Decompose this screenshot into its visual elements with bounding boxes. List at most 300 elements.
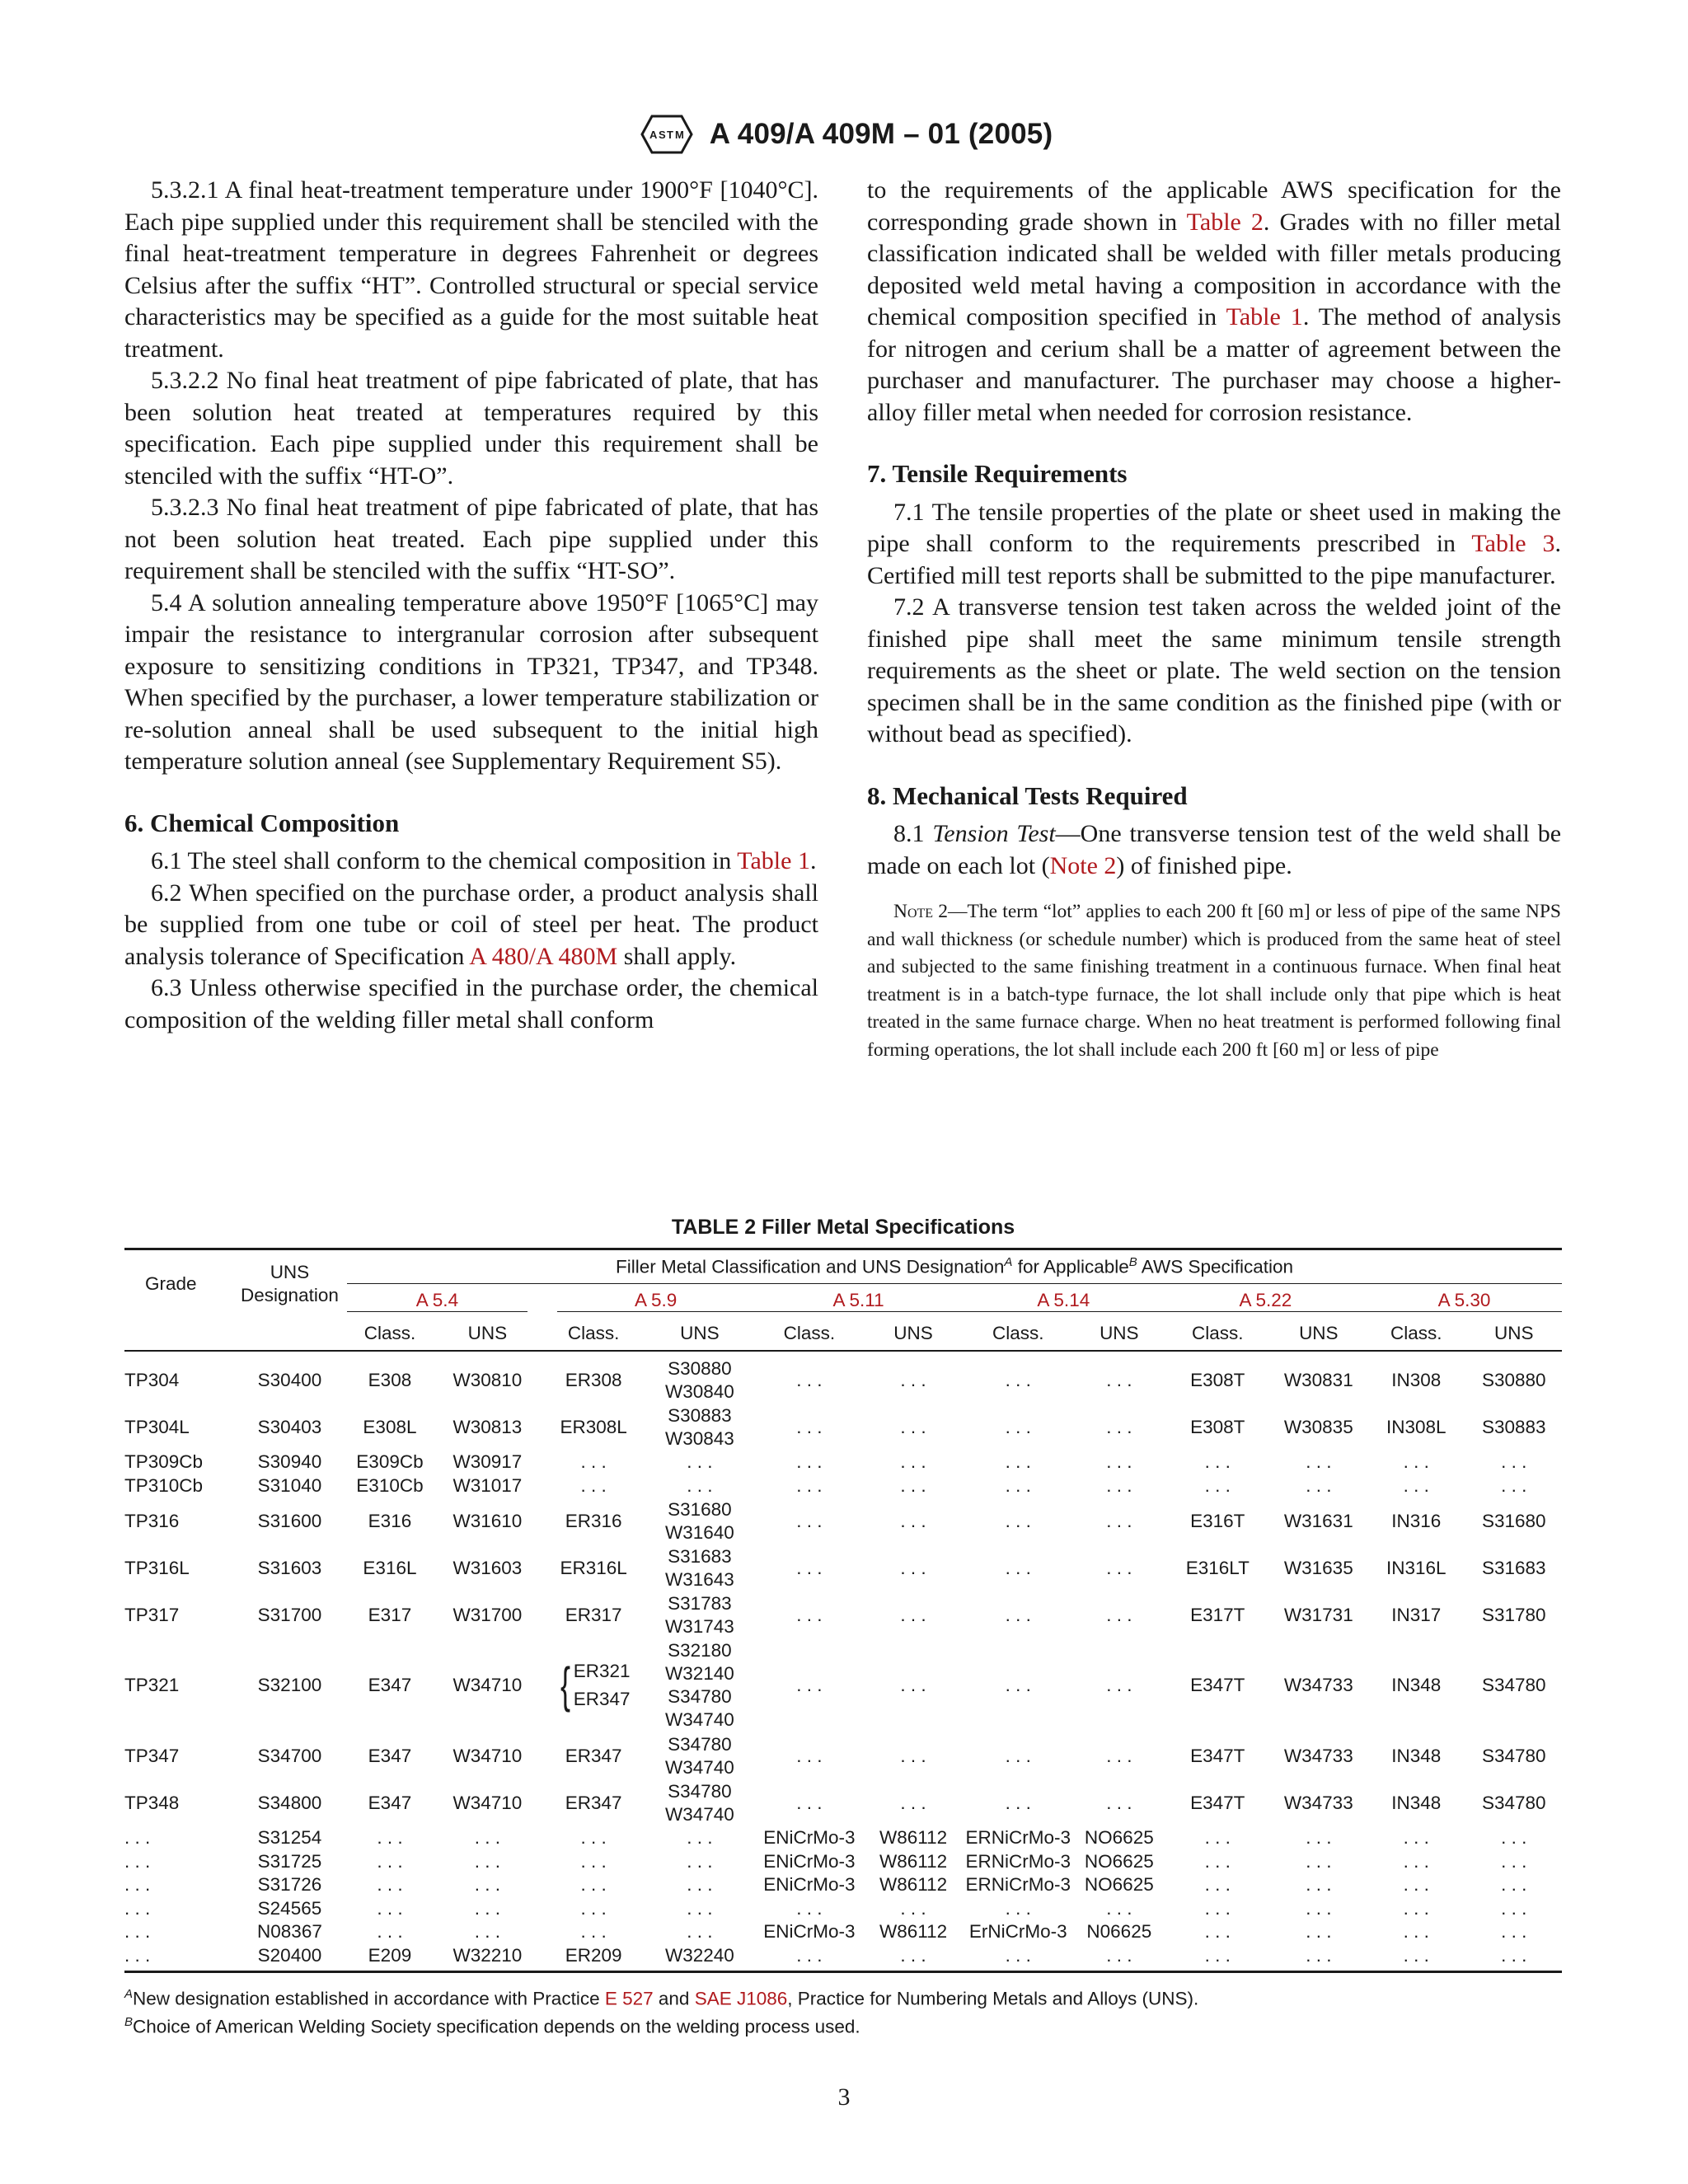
table-row bbox=[124, 1638, 1562, 1732]
sub-class: Class. bbox=[363, 1323, 416, 1343]
paragraph-6-3-continued: to the requirements of the applicable AWS specification for the corresponding grade shown in Table 2. Grades with no filler metal classification indicated shall be welded with filler metals producing deposited weld metal having a composition in accordance with the chemical composition specified in Table 1. The method of analysis for nitrogen and cerium shall be a matter of agreement between the purchaser and manufacturer. The purchaser may choose a higher-alloy filler metal when needed for corrosion resistance. bbox=[867, 176, 1561, 426]
paragraph-7-1: 7.1 The tensile properties of the plate or sheet used in making the pipe shall conform to the requirements prescribed in Table 3. Certified mill test reports shall be submitted to the pipe manufacturer. bbox=[867, 498, 1561, 589]
header-uns-designation: UNS Designation bbox=[241, 1261, 339, 1305]
right-column bbox=[867, 175, 1561, 1064]
table-body bbox=[124, 1351, 1562, 1972]
cell-grade: . . . bbox=[124, 1827, 151, 1849]
cell-a511-uns: . . . bbox=[900, 1604, 926, 1625]
cell-a522-uns: W30831 bbox=[1283, 1369, 1353, 1390]
svg-text:S: S bbox=[658, 129, 666, 141]
cell-uns: S34800 bbox=[257, 1792, 322, 1813]
table-row bbox=[124, 1826, 1562, 1850]
table-title: TABLE 2 Filler Metal Specifications bbox=[671, 1216, 1015, 1239]
cell-a530-class: . . . bbox=[1403, 1874, 1429, 1896]
cell-a530-uns: . . . bbox=[1501, 1921, 1527, 1943]
cell-a54-uns: . . . bbox=[474, 1897, 500, 1919]
cell-a530-uns: . . . bbox=[1501, 1874, 1527, 1896]
cell-a59-class: ER308L bbox=[560, 1416, 627, 1437]
header-a-5-30: A 5.30 bbox=[1367, 1284, 1562, 1318]
sub-uns: UNS bbox=[467, 1323, 508, 1343]
cell-a514-uns: NO6625 bbox=[1084, 1827, 1154, 1849]
cell-a514-uns: . . . bbox=[1106, 1675, 1132, 1695]
cell-grade: TP309Cb bbox=[124, 1451, 204, 1473]
sub-class: Class. bbox=[783, 1323, 836, 1343]
cell-a530-uns: S31780 bbox=[1481, 1604, 1546, 1625]
cell-a530-class: . . . bbox=[1403, 1850, 1429, 1872]
cell-a59-uns: . . . bbox=[687, 1874, 713, 1896]
cell-a54-uns: W30810 bbox=[452, 1369, 523, 1390]
table-row bbox=[124, 1497, 1562, 1544]
cell-a514-class: . . . bbox=[1005, 1451, 1031, 1473]
cell-uns: N08367 bbox=[257, 1921, 322, 1943]
cell-a530-class: IN308 bbox=[1391, 1369, 1442, 1390]
cell-a522-uns: W31731 bbox=[1283, 1604, 1353, 1625]
cell-a59-class: . . . bbox=[580, 1827, 607, 1849]
cell-a522-class: . . . bbox=[1204, 1474, 1231, 1496]
paragraph-8-1: 8.1 Tension Test—One transverse tension test of the weld shall be made on each lot (Note 2) of finished pipe. bbox=[867, 820, 1562, 879]
cell-a54-uns: W34710 bbox=[452, 1745, 523, 1766]
cell-a511-uns: . . . bbox=[900, 1474, 926, 1496]
cell-a511-class: . . . bbox=[796, 1416, 823, 1437]
sub-uns: UNS bbox=[680, 1323, 720, 1343]
cell-a54-class: E317 bbox=[368, 1604, 412, 1625]
cell-a530-uns: S30883 bbox=[1481, 1416, 1546, 1437]
cell-a514-uns: . . . bbox=[1106, 1416, 1132, 1437]
cell-a59-class: ER308 bbox=[565, 1369, 622, 1390]
cell-a54-class: E309Cb bbox=[356, 1451, 424, 1473]
cell-grade: TP317 bbox=[124, 1604, 180, 1625]
cell-a514-class: . . . bbox=[1005, 1557, 1031, 1578]
cell-a54-class: . . . bbox=[377, 1827, 403, 1849]
cell-a54-uns: W34710 bbox=[452, 1675, 523, 1695]
cell-grade: . . . bbox=[124, 1921, 151, 1943]
sub-uns: UNS bbox=[1493, 1323, 1534, 1343]
cell-a59-uns: S31683 W31643 bbox=[665, 1545, 734, 1590]
cell-a511-uns: . . . bbox=[900, 1792, 926, 1813]
sub-class: Class. bbox=[1192, 1323, 1244, 1343]
cell-a522-class: E347T bbox=[1190, 1745, 1245, 1766]
cell-a514-uns: . . . bbox=[1106, 1557, 1132, 1578]
cell-uns: S31040 bbox=[257, 1474, 322, 1496]
cell-a514-uns: N06625 bbox=[1086, 1921, 1152, 1943]
cell-a54-class: . . . bbox=[377, 1850, 403, 1872]
cell-a522-class: . . . bbox=[1204, 1897, 1231, 1919]
cell-a511-uns: . . . bbox=[900, 1510, 926, 1531]
cell-a59-class: . . . bbox=[580, 1897, 607, 1919]
cell-a522-uns: . . . bbox=[1306, 1451, 1332, 1473]
cell-a59-uns: W32240 bbox=[645, 1944, 754, 1972]
cell-uns: S20400 bbox=[232, 1944, 347, 1972]
cell-a522-class: . . . bbox=[1204, 1850, 1231, 1872]
cell-a522-uns: W34733 bbox=[1283, 1745, 1353, 1766]
cell-a54-class: E347 bbox=[368, 1745, 412, 1766]
cell-a530-class: . . . bbox=[1403, 1451, 1429, 1473]
cell-a54-class: . . . bbox=[377, 1874, 403, 1896]
cell-a54-uns: W31700 bbox=[452, 1604, 523, 1625]
cell-a54-uns: W34710 bbox=[452, 1792, 523, 1813]
cell-a54-uns: . . . bbox=[474, 1921, 500, 1943]
cell-a522-class: E308T bbox=[1190, 1416, 1245, 1437]
cell-a522-uns: W34733 bbox=[1283, 1675, 1353, 1695]
cell-a530-uns: S34780 bbox=[1481, 1745, 1546, 1766]
cell-a59-uns: S31783 W31743 bbox=[665, 1592, 734, 1637]
cell-grade: TP304L bbox=[124, 1416, 190, 1437]
note-2-link[interactable]: Note 2 bbox=[1049, 851, 1117, 879]
cell-a54-uns: W32210 bbox=[433, 1944, 542, 1972]
sub-uns: UNS bbox=[1299, 1323, 1339, 1343]
cell-a530-uns: . . . bbox=[1501, 1897, 1527, 1919]
header-a-5-4: A 5.4 bbox=[347, 1284, 542, 1318]
cell-a59-uns: S30880 W30840 bbox=[665, 1357, 734, 1402]
cell-a511-class: . . . bbox=[796, 1897, 823, 1919]
cell-a511-uns: . . . bbox=[900, 1745, 926, 1766]
cell-a511-class: . . . bbox=[796, 1474, 823, 1496]
page-header bbox=[0, 111, 1688, 157]
table-row bbox=[124, 1944, 1562, 1972]
cell-a522-class: . . . bbox=[1165, 1944, 1271, 1972]
cell-a514-uns: . . . bbox=[1106, 1745, 1132, 1766]
cell-a54-class: E209 bbox=[347, 1944, 433, 1972]
cell-grade: TP316L bbox=[124, 1557, 190, 1578]
cell-uns: S34700 bbox=[257, 1745, 322, 1766]
cell-a59-class: ER347 bbox=[565, 1792, 622, 1813]
table-row bbox=[124, 1897, 1562, 1921]
cell-a530-uns: S31683 bbox=[1481, 1557, 1546, 1578]
cell-uns: S31254 bbox=[257, 1827, 322, 1849]
cell-a59-class: . . . bbox=[580, 1451, 607, 1473]
cell-a514-uns: NO6625 bbox=[1084, 1850, 1154, 1872]
cell-a530-uns: S34780 bbox=[1481, 1792, 1546, 1813]
cell-a54-class: E308L bbox=[363, 1416, 417, 1437]
table-1-link[interactable]: Table 1 bbox=[737, 847, 810, 874]
cell-a511-uns: . . . bbox=[900, 1675, 926, 1695]
paragraph-6-3: 6.3 Unless otherwise specified in the purchase order, the chemical composition of the welding filler metal shall conform bbox=[124, 974, 818, 1033]
svg-text:A: A bbox=[649, 129, 658, 141]
cell-grade: TP310Cb bbox=[124, 1474, 204, 1496]
cell-a514-uns: . . . bbox=[1106, 1451, 1132, 1473]
cell-a530-class: IN348 bbox=[1391, 1792, 1442, 1813]
cell-a511-class: ENiCrMo-3 bbox=[763, 1827, 856, 1849]
cell-a530-uns: S34780 bbox=[1481, 1675, 1546, 1695]
paragraph-5-3-2-3: 5.3.2.3 No final heat treatment of pipe fabricated of plate, that has not been solution heat treated. Each pipe supplied under this requirement shall be stenciled with the suffix “HT-SO”. bbox=[124, 494, 818, 584]
cell-a522-class: . . . bbox=[1204, 1921, 1231, 1943]
cell-a511-uns: W86112 bbox=[879, 1850, 948, 1872]
brace-icon: { bbox=[560, 1657, 570, 1713]
cell-grade: TP348 bbox=[124, 1792, 180, 1813]
cell-a511-class: ENiCrMo-3 bbox=[763, 1921, 856, 1943]
cell-a54-class: . . . bbox=[377, 1921, 403, 1943]
cell-a54-class: E308 bbox=[368, 1369, 412, 1390]
cell-a54-uns: . . . bbox=[474, 1827, 500, 1849]
cell-a59-uns: . . . bbox=[687, 1827, 713, 1849]
cell-a511-uns: W86112 bbox=[879, 1874, 948, 1896]
cell-a530-class: IN316 bbox=[1391, 1510, 1442, 1531]
cell-a59-class: . . . bbox=[580, 1921, 607, 1943]
cell-a511-uns: . . . bbox=[900, 1369, 926, 1390]
note-2: Note 2—The term “lot” applies to each 200 ft [60 m] or less of pipe of the same NPS and wall thickness (or schedule number) which is produced from the same heat of steel and subjected to the same finishing treatment in a continuous furnace. When final heat treatment is in a batch-type furnace, the lot shall include only that pipe which is heat treated in the same furnace charge. When no heat treatment is performed following final forming operations, the lot shall include each 200 ft [60 m] or less of pipe bbox=[867, 901, 1561, 1061]
sub-class: Class. bbox=[992, 1323, 1044, 1343]
footnote-b: $^B$Choice of American Welding Society specification depends on the welding process used. bbox=[124, 2014, 860, 2036]
cell-a530-uns: . . . bbox=[1501, 1451, 1527, 1473]
filler-metal-table bbox=[124, 1248, 1562, 1973]
cell-a514-uns: NO6625 bbox=[1084, 1874, 1154, 1896]
cell-a54-uns: W30813 bbox=[452, 1416, 523, 1437]
cell-a514-class: . . . bbox=[1005, 1897, 1031, 1919]
paragraph-5-3-2-1: 5.3.2.1 A final heat-treatment temperature under 1900°F [1040°C]. Each pipe supplied under this requirement shall be stenciled with the final heat-treatment temperature in degrees Fahrenheit or degrees Celsius after the suffix “HT”. Controlled structural or special service characteristics may be specified as a guide for the most suitable heat treatment. bbox=[124, 176, 818, 363]
table-row bbox=[124, 1474, 1562, 1498]
cell-a59-uns: . . . bbox=[687, 1850, 713, 1872]
cell-a514-class: . . . bbox=[1005, 1416, 1031, 1437]
paragraph-7-2: 7.2 A transverse tension test taken across the welded joint of the finished pipe shall meet the same minimum tensile strength requirements as the sheet or plate. The weld section on the tension specimen shall be in the same condition as the finished pipe (with or without bead as specified). bbox=[867, 593, 1561, 748]
cell-a530-uns: . . . bbox=[1501, 1474, 1527, 1496]
cell-a530-class: . . . bbox=[1403, 1827, 1429, 1849]
cell-a54-class: . . . bbox=[377, 1897, 403, 1919]
sub-class: Class. bbox=[567, 1323, 620, 1343]
table-2-link[interactable]: Table 2 bbox=[1186, 208, 1264, 236]
cell-uns: S30940 bbox=[257, 1451, 322, 1473]
cell-a511-class: . . . bbox=[796, 1557, 823, 1578]
cell-a514-uns: . . . bbox=[1106, 1604, 1132, 1625]
document-title: A 409/A 409M – 01 (2005) bbox=[709, 118, 1053, 150]
cell-a530-uns: . . . bbox=[1501, 1850, 1527, 1872]
cell-a522-uns: . . . bbox=[1306, 1874, 1332, 1896]
table-row bbox=[124, 1850, 1562, 1874]
header-a-5-22: A 5.22 bbox=[1165, 1284, 1367, 1318]
cell-a59-uns: . . . bbox=[687, 1921, 713, 1943]
cell-a530-uns: . . . bbox=[1501, 1827, 1527, 1849]
cell-a522-uns: W31635 bbox=[1283, 1557, 1353, 1578]
cell-a59-uns: S32180 W32140 S34780 W34740 bbox=[665, 1640, 734, 1730]
cell-a530-class: IN348 bbox=[1391, 1745, 1442, 1766]
cell-a511-class: . . . bbox=[796, 1510, 823, 1531]
cell-a530-class: IN348 bbox=[1391, 1675, 1442, 1695]
cell-a511-class: ENiCrMo-3 bbox=[763, 1850, 856, 1872]
paragraph-6-2: 6.2 When specified on the purchase order, a product analysis shall be supplied from one tube or coil of steel per heat. The product analysis tolerance of Specification A 480/A 480M shall apply. bbox=[124, 879, 818, 970]
cell-a59-uns: S30883 W30843 bbox=[665, 1404, 734, 1449]
cell-a514-class: . . . bbox=[963, 1944, 1074, 1972]
cell-a59-class: { ER321 ER347 bbox=[560, 1657, 631, 1713]
table-3-link[interactable]: Table 3 bbox=[1471, 530, 1555, 557]
cell-a511-class: . . . bbox=[796, 1792, 823, 1813]
cell-a59-uns: S34780 W34740 bbox=[665, 1733, 734, 1778]
sae-j1086-link[interactable]: SAE J1086 bbox=[694, 1988, 788, 2009]
a480-link[interactable]: A 480/A 480M bbox=[469, 942, 618, 970]
cell-a522-class: E317T bbox=[1190, 1604, 1245, 1625]
cell-a511-class: . . . bbox=[796, 1675, 823, 1695]
cell-a514-class: . . . bbox=[1005, 1792, 1031, 1813]
cell-uns: S31603 bbox=[257, 1557, 322, 1578]
cell-a522-class: E347T bbox=[1190, 1792, 1245, 1813]
cell-a514-class: ERNiCrMo-3 bbox=[965, 1874, 1071, 1896]
section-heading-7: 7. Tensile Requirements bbox=[867, 459, 1128, 488]
cell-uns: S24565 bbox=[257, 1897, 322, 1919]
sub-uns: UNS bbox=[1100, 1323, 1139, 1343]
svg-text:T: T bbox=[666, 129, 673, 141]
header-a-5-9: A 5.9 bbox=[542, 1284, 755, 1318]
cell-a514-uns: . . . bbox=[1106, 1474, 1132, 1496]
cell-a522-uns: W31631 bbox=[1283, 1510, 1353, 1531]
cell-a530-class: IN317 bbox=[1391, 1604, 1442, 1625]
cell-a522-class: E316LT bbox=[1185, 1557, 1250, 1578]
cell-a530-class: IN308L bbox=[1386, 1416, 1447, 1437]
cell-a522-uns: W30835 bbox=[1283, 1416, 1353, 1437]
cell-a530-class: . . . bbox=[1403, 1474, 1429, 1496]
cell-a59-class: . . . bbox=[580, 1850, 607, 1872]
cell-a514-uns: . . . bbox=[1106, 1510, 1132, 1531]
table-row bbox=[124, 1873, 1562, 1897]
cell-uns: S30403 bbox=[257, 1416, 322, 1437]
cell-a514-uns: . . . bbox=[1074, 1944, 1165, 1972]
cell-grade: . . . bbox=[124, 1874, 151, 1896]
cell-a54-uns: W31610 bbox=[452, 1510, 523, 1531]
table-row bbox=[124, 1544, 1562, 1591]
cell-a522-class: . . . bbox=[1204, 1451, 1231, 1473]
cell-a522-class: . . . bbox=[1204, 1827, 1231, 1849]
cell-a511-class: ENiCrMo-3 bbox=[763, 1874, 856, 1896]
cell-a54-uns: W31017 bbox=[452, 1474, 523, 1496]
cell-a59-uns: S31680 W31640 bbox=[665, 1498, 734, 1543]
cell-a511-class: . . . bbox=[796, 1604, 823, 1625]
header-grade: Grade bbox=[145, 1272, 197, 1294]
cell-a59-class: . . . bbox=[580, 1874, 607, 1896]
cell-a522-uns: W34733 bbox=[1283, 1792, 1353, 1813]
footnote-a: $^A$New designation established in accordance with Practice E 527 and SAE J1086, Practice for Numbering Metals and Alloys (UNS). bbox=[124, 1987, 1199, 2009]
cell-a522-class: E308T bbox=[1190, 1369, 1245, 1390]
cell-a59-uns: . . . bbox=[687, 1897, 713, 1919]
cell-a522-uns: . . . bbox=[1306, 1850, 1332, 1872]
cell-a54-class: E347 bbox=[368, 1675, 412, 1695]
table-1-link[interactable]: Table 1 bbox=[1226, 303, 1303, 330]
table-row bbox=[124, 1451, 1562, 1474]
cell-a511-uns: . . . bbox=[864, 1944, 962, 1972]
cell-a511-uns: . . . bbox=[900, 1557, 926, 1578]
cell-a522-uns: . . . bbox=[1306, 1897, 1332, 1919]
table-row bbox=[124, 1920, 1562, 1944]
header-a-5-11: A 5.11 bbox=[754, 1284, 962, 1318]
cell-a54-class: E316 bbox=[368, 1510, 412, 1531]
cell-uns: S31726 bbox=[257, 1874, 322, 1896]
cell-a530-class: . . . bbox=[1367, 1944, 1465, 1972]
cell-a530-class: . . . bbox=[1403, 1897, 1429, 1919]
paragraph-5-4: 5.4 A solution annealing temperature above 1950°F [1065°C] may impair the resistance to intergranular corrosion after subsequent exposure to sensitizing conditions in TP321, TP347, and TP348. When specified by the purchaser, a lower temperature stabilization or re-solution anneal shall be used subsequent to the initial high temperature solution anneal (see Supplementary Requirement S5). bbox=[124, 588, 818, 775]
table-row bbox=[124, 1732, 1562, 1779]
cell-a530-class: IN316L bbox=[1386, 1557, 1447, 1578]
cell-a59-class: ER316L bbox=[560, 1557, 627, 1578]
cell-uns: S30400 bbox=[257, 1369, 322, 1390]
cell-a522-uns: . . . bbox=[1306, 1827, 1332, 1849]
cell-a530-class: . . . bbox=[1403, 1921, 1429, 1943]
cell-a522-uns: . . . bbox=[1306, 1474, 1332, 1496]
cell-a514-uns: . . . bbox=[1106, 1897, 1132, 1919]
paragraph-6-1: 6.1 The steel shall conform to the chemical composition in Table 1. bbox=[151, 847, 817, 874]
cell-a59-class: ER317 bbox=[565, 1604, 622, 1625]
cell-a54-uns: . . . bbox=[474, 1850, 500, 1872]
cell-a522-class: E316T bbox=[1190, 1510, 1245, 1531]
table-row bbox=[124, 1351, 1562, 1404]
cell-a511-uns: . . . bbox=[900, 1416, 926, 1437]
cell-a514-class: ErNiCrMo-3 bbox=[968, 1921, 1067, 1943]
paragraph-5-3-2-2: 5.3.2.2 No final heat treatment of pipe fabricated of plate, that has been solution heat treated at temperatures required by this specification. Each pipe supplied under this requirement shall be stenciled with the suffix “HT-O”. bbox=[124, 367, 818, 490]
cell-a511-class: . . . bbox=[796, 1451, 823, 1473]
cell-a54-uns: W31603 bbox=[452, 1557, 523, 1578]
cell-a514-class: . . . bbox=[1005, 1474, 1031, 1496]
cell-a511-uns: . . . bbox=[900, 1897, 926, 1919]
table-footnotes bbox=[124, 1983, 1562, 2038]
cell-a511-class: . . . bbox=[754, 1944, 864, 1972]
sub-class: Class. bbox=[1390, 1323, 1442, 1343]
cell-a522-uns: . . . bbox=[1306, 1921, 1332, 1943]
cell-a522-uns: . . . bbox=[1271, 1944, 1367, 1972]
cell-a59-uns: . . . bbox=[687, 1451, 713, 1473]
cell-a522-class: . . . bbox=[1204, 1874, 1231, 1896]
cell-uns: S31725 bbox=[257, 1850, 322, 1872]
page-number: 3 bbox=[837, 2083, 851, 2111]
cell-a59-class: ER347 bbox=[565, 1745, 622, 1766]
cell-a514-class: . . . bbox=[1005, 1675, 1031, 1695]
cell-a530-uns: . . . bbox=[1465, 1944, 1562, 1972]
table-row bbox=[124, 1779, 1562, 1826]
cell-grade: TP316 bbox=[124, 1510, 180, 1531]
cell-a514-class: . . . bbox=[1005, 1745, 1031, 1766]
table-row bbox=[124, 1404, 1562, 1451]
header-a-5-14: A 5.14 bbox=[963, 1284, 1165, 1318]
svg-text:M: M bbox=[674, 129, 684, 141]
table-row bbox=[124, 1591, 1562, 1638]
cell-a514-class: ERNiCrMo-3 bbox=[965, 1827, 1071, 1849]
cell-grade: TP304 bbox=[124, 1369, 180, 1390]
e527-link[interactable]: E 527 bbox=[604, 1988, 654, 2009]
cell-a54-class: E347 bbox=[368, 1792, 412, 1813]
cell-a59-class: ER316 bbox=[565, 1510, 622, 1531]
cell-a54-class: E316L bbox=[363, 1557, 417, 1578]
cell-a514-class: ERNiCrMo-3 bbox=[965, 1850, 1071, 1872]
cell-a511-class: . . . bbox=[796, 1745, 823, 1766]
astm-logo-icon bbox=[635, 111, 698, 157]
cell-a511-class: . . . bbox=[796, 1369, 823, 1390]
cell-a522-class: E347T bbox=[1190, 1675, 1245, 1695]
cell-a530-uns: S31680 bbox=[1481, 1510, 1546, 1531]
cell-a514-class: . . . bbox=[1005, 1604, 1031, 1625]
cell-a54-uns: W30917 bbox=[452, 1451, 523, 1473]
left-column bbox=[124, 175, 818, 1036]
section-heading-6: 6. Chemical Composition bbox=[124, 808, 400, 837]
table-2 bbox=[124, 1216, 1562, 2038]
sub-uns: UNS bbox=[893, 1323, 933, 1343]
cell-uns: S32100 bbox=[257, 1675, 322, 1695]
cell-a54-uns: . . . bbox=[474, 1874, 500, 1896]
cell-a514-class: . . . bbox=[1005, 1510, 1031, 1531]
cell-a59-uns: S34780 W34740 bbox=[665, 1780, 734, 1825]
cell-a59-uns: . . . bbox=[687, 1474, 713, 1496]
cell-a511-uns: . . . bbox=[900, 1451, 926, 1473]
cell-uns: S31700 bbox=[257, 1604, 322, 1625]
cell-a514-uns: . . . bbox=[1106, 1792, 1132, 1813]
cell-grade: . . . bbox=[124, 1897, 151, 1919]
cell-a59-class: . . . bbox=[580, 1474, 607, 1496]
cell-a514-uns: . . . bbox=[1106, 1369, 1132, 1390]
cell-a511-uns: W86112 bbox=[879, 1921, 948, 1943]
section-heading-8: 8. Mechanical Tests Required bbox=[867, 780, 1188, 810]
cell-grade: . . . bbox=[124, 1850, 151, 1872]
cell-a530-uns: S30880 bbox=[1481, 1369, 1546, 1390]
cell-a511-uns: W86112 bbox=[879, 1827, 948, 1849]
cell-grade: TP347 bbox=[124, 1745, 180, 1766]
cell-grade: . . . bbox=[124, 1944, 232, 1972]
cell-uns: S31600 bbox=[257, 1510, 322, 1531]
cell-a59-class: ER209 bbox=[542, 1944, 645, 1972]
cell-a54-class: E310Cb bbox=[356, 1474, 424, 1496]
cell-grade: TP321 bbox=[124, 1675, 180, 1695]
